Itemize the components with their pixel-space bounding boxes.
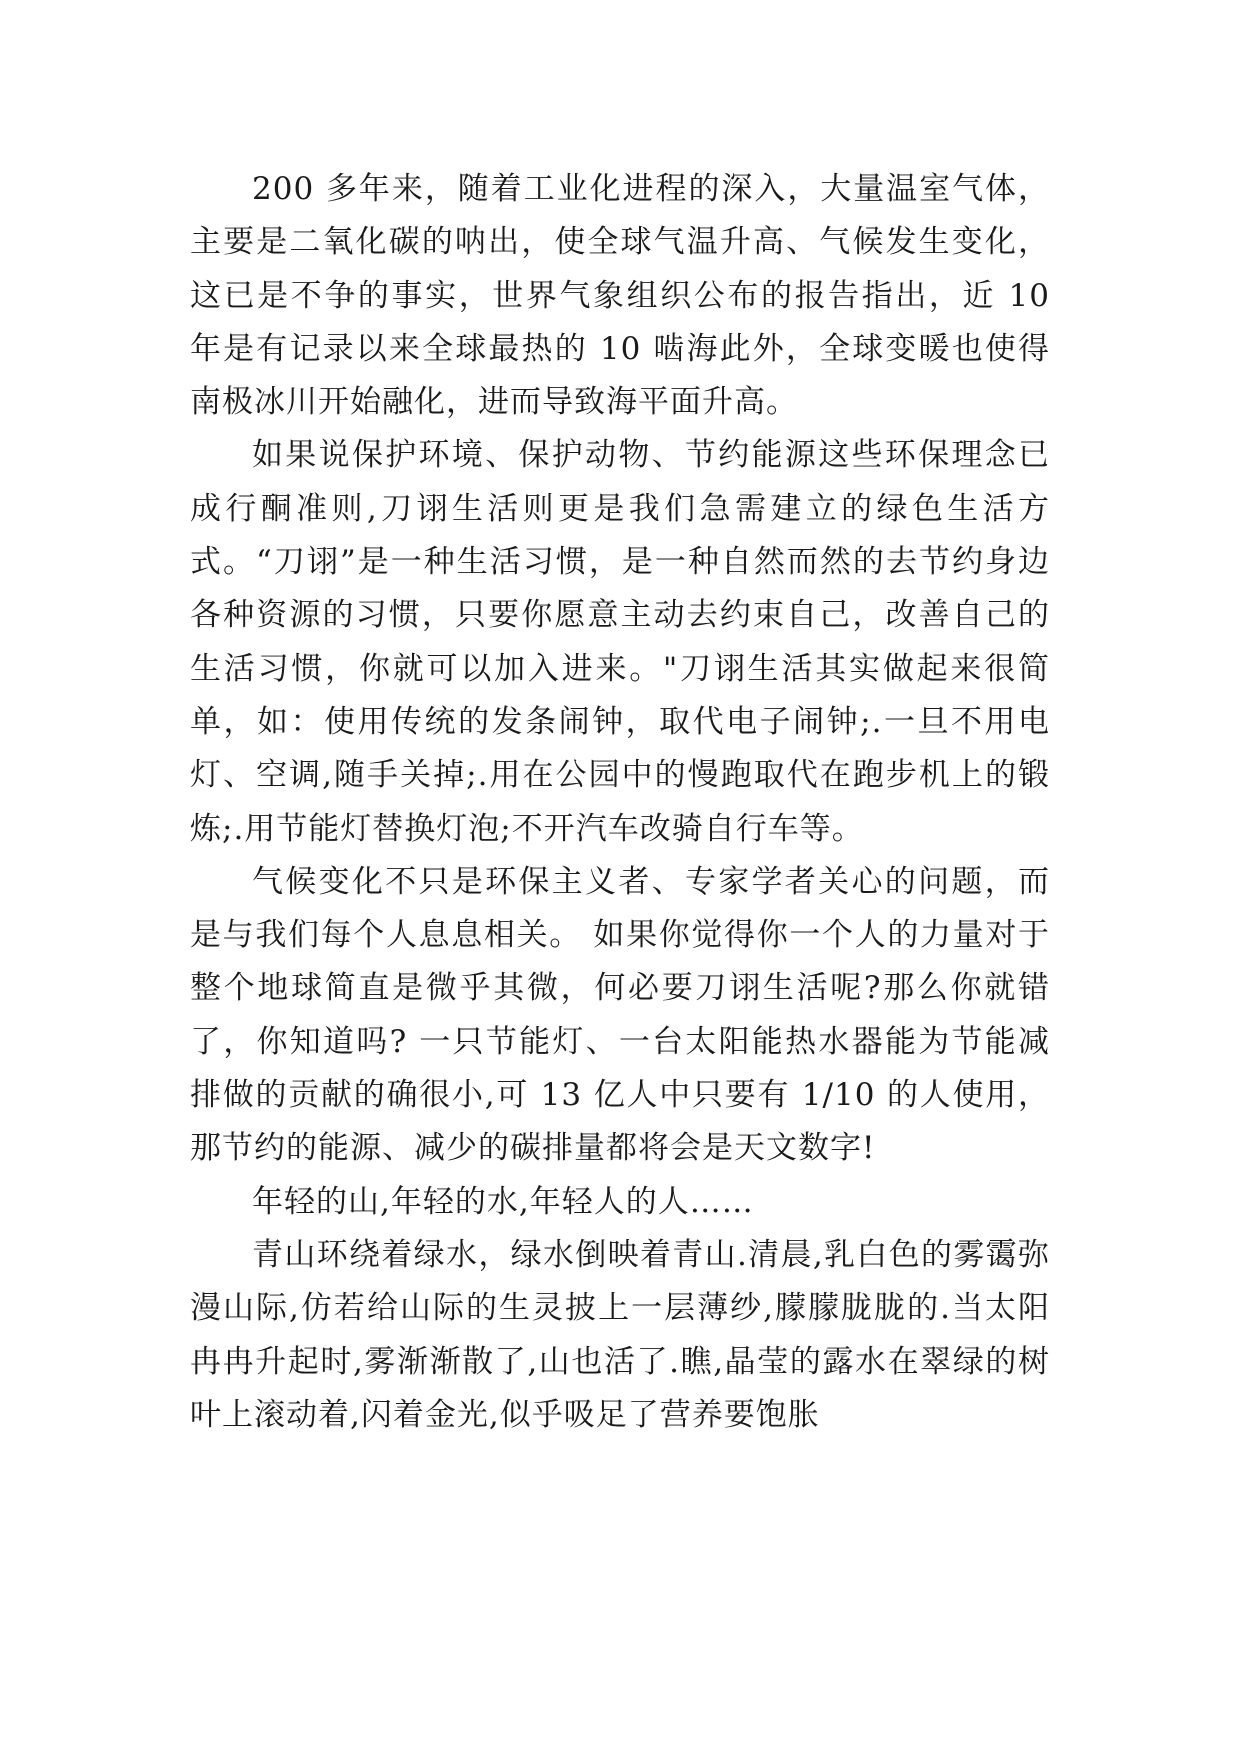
paragraph-individual-impact: 气候变化不只是环保主义者、专家学者关心的问题，而是与我们每个人息息相关。 如果你觉得你一个人的力量对于整个地球简直是微乎其微，何必要刀诩生活呢?那么你就错了，你知道吗? 一只节能灯、一台太阳能热水器能为节能减排做的贡献的确很小,可 13 亿人中只要有 1/10 的人使用，那节约的能源、减少的碳排量都将会是天文数字!	[190, 863, 1050, 1167]
paragraph-young-mountains: 年轻的山,年轻的水,年轻人的人……	[252, 1183, 754, 1220]
paragraph-climate-facts: 200 多年来，随着工业化进程的深入，大量温室气体，主要是二氧化碳的呐出，使全球气温升高、气候发生变化，这已是不争的事实，世界气象组织公布的报告指出，近 10 年是有记录以来全球最热的 10 啮海此外，全球变暖也使得南极冰川开始融化，进而导致海平面升高。	[190, 171, 1050, 421]
paragraph-landscape-description: 青山环绕着绿水，绿水倒映着青山.清晨,乳白色的雾霭弥漫山际,仿若给山际的生灵披上一层薄纱,朦朦胧胧的.当太阳冉冉升起时,雾渐渐散了,山也活了.瞧,晶莹的露水在翠绿的树叶上滚动着,闪着金光,似乎吸足了营养要饱胀	[190, 1236, 1050, 1433]
document-body	[190, 163, 1050, 1442]
paragraph-green-lifestyle: 如果说保护环境、保护动物、节约能源这些环保理念已成行酮准则,刀诩生活则更是我们急需建立的绿色生活方式。“刀诩”是一种生活习惯，是一种自然而然的去节约身边各种资源的习惯，只要你愿意主动去约束自己，改善自己的生活习惯，你就可以加入进来。"刀诩生活其实做起来很简单，如：使用传统的发条闹钟，取代电子闹钟;.一旦不用电灯、空调,随手关掉;.用在公园中的慢跑取代在跑步机上的锻炼;.用节能灯替换灯泡;不开汽车改骑自行车等。	[190, 437, 1050, 847]
